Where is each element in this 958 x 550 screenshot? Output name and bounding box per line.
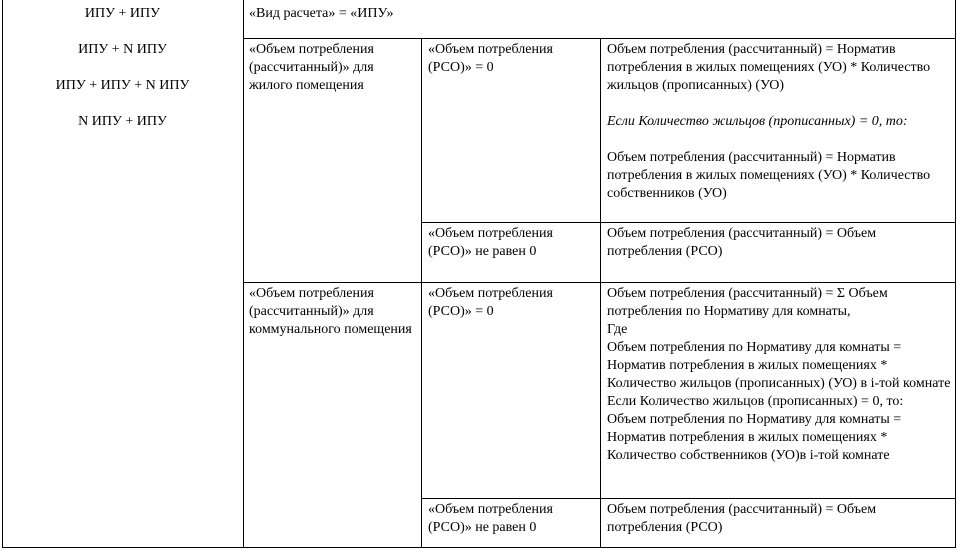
column-divider-1 (243, 0, 244, 548)
column-divider-3 (600, 38, 601, 548)
communal-formula-nonzero: Объем потребления (рассчитанный) = Объем потребления (РСО) (607, 502, 877, 535)
section-divider (243, 282, 956, 283)
formula-text: Объем потребления (рассчитанный) = Норматив потребления в жилых помещениях (УО) * Количество собственников (УО) (607, 150, 931, 201)
formula-condition-text: Если Количество жильцов (прописанных) = 0, то: (607, 114, 908, 129)
formula-text: Объем потребления (рассчитанный) = Норматив потребления в жилых помещениях (УО) * Количество жильцов (прописанных) (УО) (607, 42, 931, 93)
living-subrow-divider (421, 222, 956, 223)
table-border-right (955, 0, 956, 548)
communal-condition-zero: «Объем потребления (РСО)» = 0 (428, 286, 553, 319)
header-row-divider (243, 38, 956, 39)
meter-combinations (2, 5, 243, 131)
combination-line: ИПУ + ИПУ + N ИПУ (55, 78, 190, 93)
combination-line: N ИПУ + ИПУ (78, 114, 167, 129)
column-divider-2 (421, 38, 422, 548)
combination-line: ИПУ + ИПУ (84, 6, 161, 21)
living-condition-zero: «Объем потребления (РСО)» = 0 (428, 42, 553, 75)
living-formula-nonzero: Объем потребления (рассчитанный) = Объем потребления (РСО) (607, 226, 877, 259)
living-condition-nonzero: «Объем потребления (РСО)» не равен 0 (428, 226, 553, 259)
formula-condition-text: Если Количество жильцов (прописанных) = 0, то: (607, 394, 904, 409)
communal-premises-label: «Объем потребления (рассчитанный)» для коммунального помещения (249, 286, 412, 337)
calculation-type-header: «Вид расчета» = «ИПУ» (249, 6, 394, 21)
formula-text: Объем потребления (рассчитанный) = Σ Объем потребления по Нормативу для комнаты, (607, 286, 888, 319)
table-border-bottom (2, 547, 956, 548)
communal-condition-nonzero: «Объем потребления (РСО)» не равен 0 (428, 502, 553, 535)
combination-line: ИПУ + N ИПУ (78, 42, 167, 57)
living-formula-zero (607, 41, 951, 203)
communal-subrow-divider (421, 498, 956, 499)
formula-text: Объем потребления по Нормативу для комнаты = Норматив потребления в жилых помещениях * Количество жильцов (прописанных) (УО) в i-той комнате (607, 340, 951, 391)
communal-formula-zero (607, 285, 951, 465)
living-premises-label: «Объем потребления (рассчитанный)» для жилого помещения (249, 42, 374, 93)
formula-text: Объем потребления по Нормативу для комнаты = Норматив потребления в жилых помещениях * Количество собственников (УО)в i-той комнате (607, 412, 902, 463)
formula-text: Где (607, 322, 628, 337)
